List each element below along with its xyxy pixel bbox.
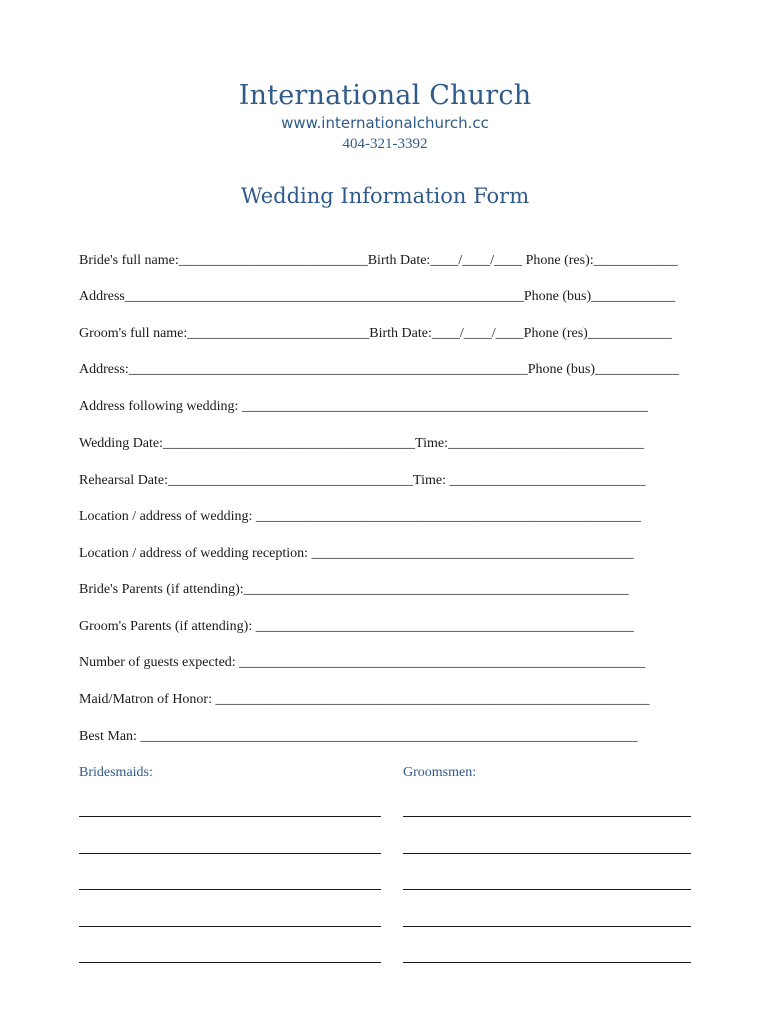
brides-parents-row[interactable]: Bride's Parents (if attending):_______________________________________________________ (79, 582, 629, 597)
groomsmen-heading: Groomsmen: (403, 765, 477, 780)
rehearsal-date-row[interactable]: Rehearsal Date:___________________________________Time: ____________________________ (79, 473, 646, 488)
groom-address-row[interactable]: Address:_________________________________________________________Phone (bus)____________ (79, 362, 680, 377)
groomsman-line[interactable] (403, 962, 691, 963)
bridesmaid-line[interactable] (79, 816, 381, 817)
church-name: International Church (238, 80, 532, 111)
address-following-wedding-row[interactable]: Address following wedding: __________________________________________________________ (79, 399, 648, 414)
bridesmaid-line[interactable] (79, 962, 381, 963)
groomsman-line[interactable] (403, 853, 691, 854)
guest-count-row[interactable]: Number of guests expected: __________________________________________________________ (79, 655, 646, 670)
maid-of-honor-row[interactable]: Maid/Matron of Honor: ______________________________________________________________ (79, 692, 650, 707)
reception-location-row[interactable]: Location / address of wedding reception: ______________________________________________ (79, 546, 634, 561)
church-website: www.internationalchurch.cc (281, 114, 489, 132)
groomsman-line[interactable] (403, 889, 691, 890)
bridesmaid-line[interactable] (79, 926, 381, 927)
wedding-location-row[interactable]: Location / address of wedding: _______________________________________________________ (79, 509, 641, 524)
groomsman-line[interactable] (403, 816, 691, 817)
best-man-row[interactable]: Best Man: _______________________________________________________________________ (79, 729, 638, 744)
bridesmaids-heading: Bridesmaids: (79, 765, 153, 780)
wedding-date-row[interactable]: Wedding Date:____________________________________Time:____________________________ (79, 436, 644, 451)
bridesmaid-line[interactable] (79, 889, 381, 890)
groomsman-line[interactable] (403, 926, 691, 927)
grooms-parents-row[interactable]: Groom's Parents (if attending): ______________________________________________________ (79, 619, 634, 634)
form-title: Wedding Information Form (240, 184, 530, 208)
church-phone: 404-321-3392 (342, 136, 428, 152)
groom-info-row[interactable]: Groom's full name:__________________________Birth Date:____/____/____Phone (res)____________ (79, 326, 672, 341)
bride-info-row[interactable]: Bride's full name:___________________________Birth Date:____/____/____ Phone (res):____________ (79, 253, 678, 268)
bride-address-row[interactable]: Address_________________________________________________________Phone (bus)____________ (79, 289, 676, 304)
bridesmaid-line[interactable] (79, 853, 381, 854)
